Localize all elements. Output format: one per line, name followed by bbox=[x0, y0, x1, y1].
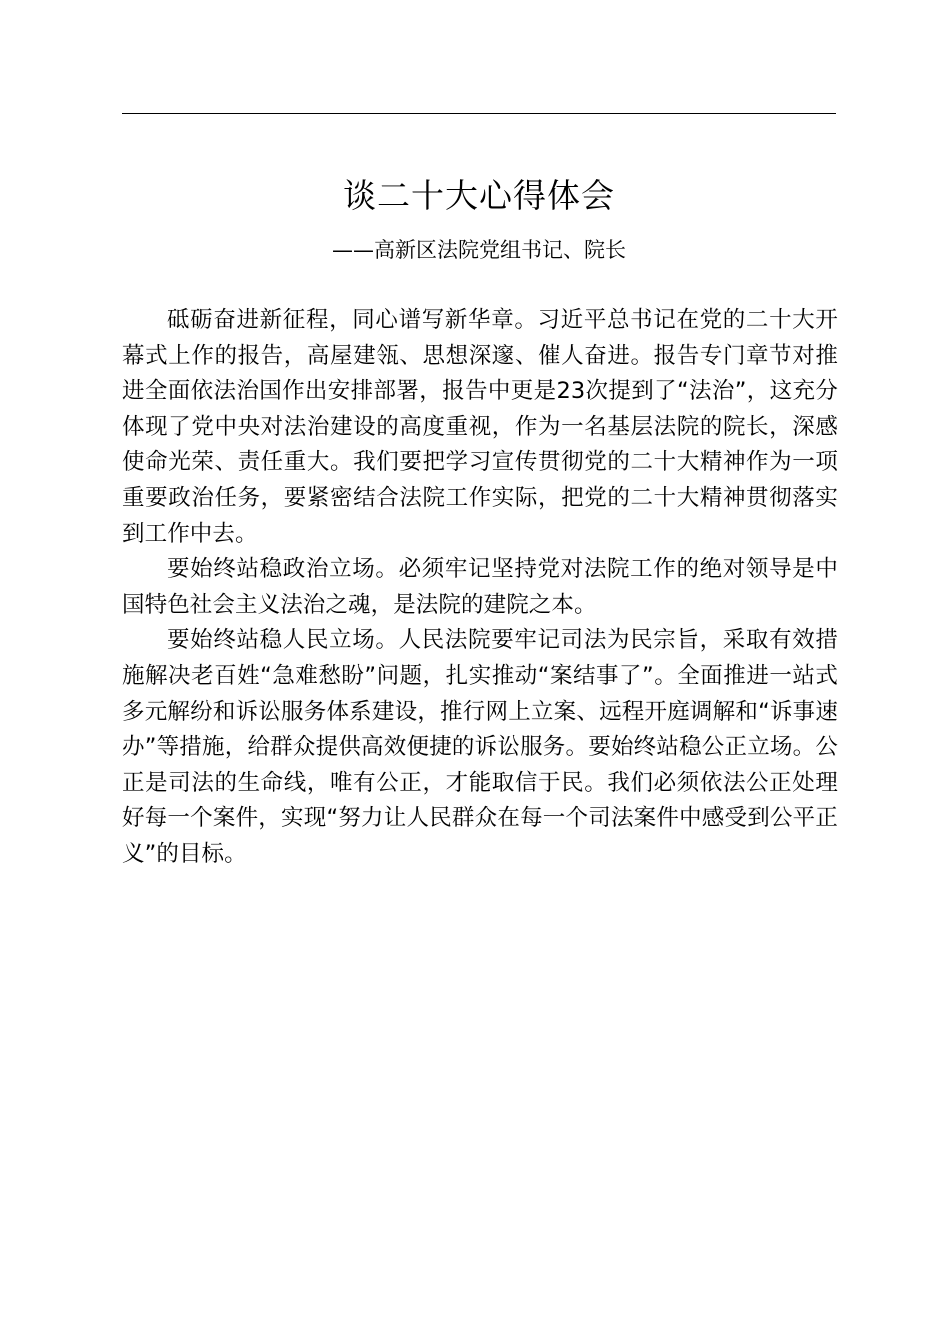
document-title: 谈二十大心得体会 bbox=[343, 176, 615, 215]
document-body bbox=[122, 303, 838, 873]
body-paragraph: 要始终站稳人民立场。人民法院要牢记司法为民宗旨，采取有效措施解决老百姓“急难愁盼”问题，扎实推动“案结事了”。全面推进一站式多元解纷和诉讼服务体系建设，推行网上立案、远程开庭调解和“诉事速办”等措施，给群众提供高效便捷的诉讼服务。要始终站稳公正立场。公正是司法的生命线，唯有公正，才能取信于民。我们必须依法公正处理好每一个案件，实现“努力让人民群众在每一个司法案件中感受到公平正义”的目标。 bbox=[122, 627, 838, 867]
body-paragraph: 砥砺奋进新征程，同心谱写新华章。习近平总书记在党的二十大开幕式上作的报告，高屋建瓴、思想深邃、催人奋进。报告专门章节对推进全面依法治国作出安排部署，报告中更是23次提到了“法治”，这充分体现了党中央对法治建设的高度重视，作为一名基层法院的院长，深感使命光荣、责任重大。我们要把学习宣传贯彻党的二十大精神作为一项重要政治任务，要紧密结合法院工作实际，把党的二十大精神贯彻落实到工作中去。 bbox=[122, 307, 838, 547]
body-paragraph: 要始终站稳政治立场。必须牢记坚持党对法院工作的绝对领导是中国特色社会主义法治之魂，是法院的建院之本。 bbox=[122, 556, 838, 618]
document-subtitle: ——高新区法院党组书记、院长 bbox=[332, 238, 626, 262]
header-rule bbox=[122, 113, 836, 114]
